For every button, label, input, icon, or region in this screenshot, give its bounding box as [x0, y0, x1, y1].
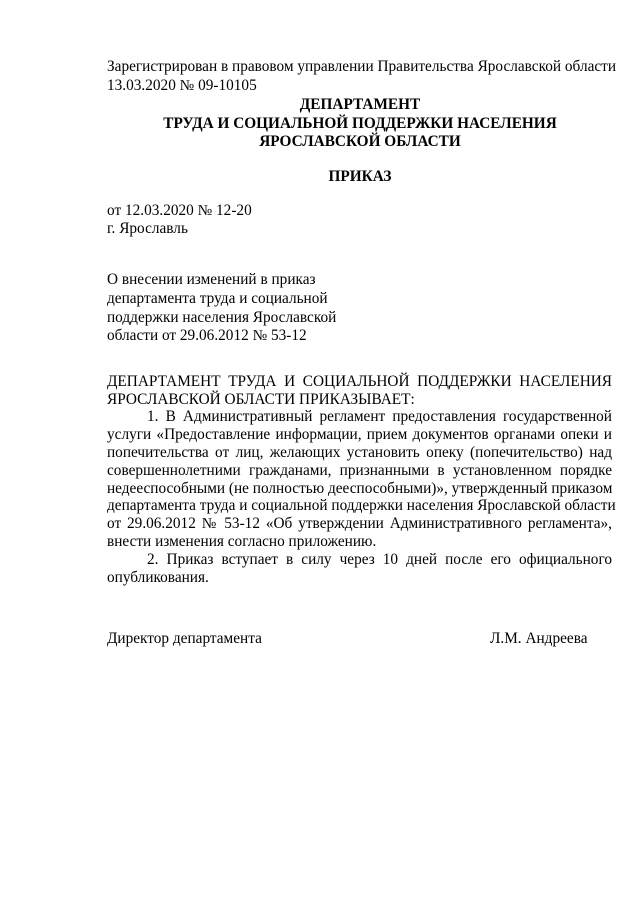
signature-position: Директор департамента	[107, 630, 262, 647]
registration-line-2: 13.03.2020 № 09-10105	[107, 77, 257, 94]
body-line: ДЕПАРТАМЕНТ ТРУДА И СОЦИАЛЬНОЙ ПОДДЕРЖКИ НАСЕЛЕНИЯ	[107, 373, 612, 390]
body-line: внести изменения согласно приложению.	[107, 533, 377, 550]
department-title-line-1: ДЕПАРТАМЕНТ	[299, 96, 421, 113]
body-line: недееспособными (не полностью дееспособными)», утвержденный приказом	[107, 480, 613, 497]
body-line: попечительства от лиц, желающих установить опеку (попечительство) над	[107, 444, 612, 461]
body-line: совершеннолетними гражданами, признанными в установленном порядке	[107, 462, 612, 479]
body-line: услуги «Предоставление информации, прием документов органами опеки и	[107, 426, 612, 443]
body-line: ЯРОСЛАВСКОЙ ОБЛАСТИ ПРИКАЗЫВАЕТ:	[107, 391, 415, 408]
order-date-number: от 12.03.2020 № 12-20	[107, 202, 252, 219]
signature-name: Л.М. Андреева	[490, 630, 588, 647]
subject-line: департамента труда и социальной	[107, 290, 328, 307]
body-line: опубликования.	[107, 569, 209, 586]
subject-line: поддержки населения Ярославской	[107, 309, 337, 326]
order-city: г. Ярославль	[107, 220, 188, 237]
document-type-title: ПРИКАЗ	[328, 168, 392, 185]
registration-line-1: Зарегистрирован в правовом управлении Правительства Ярославской области	[107, 58, 617, 75]
subject-line: области от 29.06.2012 № 53-12	[107, 327, 307, 344]
subject-line: О внесении изменений в приказ	[107, 271, 316, 288]
department-title-line-2: ТРУДА И СОЦИАЛЬНОЙ ПОДДЕРЖКИ НАСЕЛЕНИЯ	[163, 115, 557, 132]
body-line: от 29.06.2012 № 53-12 «Об утверждении Административного регламента»,	[107, 515, 612, 532]
body-line: департамента труда и социальной поддержки населения Ярославской области	[107, 497, 616, 514]
body-line: 2. Приказ вступает в силу через 10 дней после его официального	[147, 551, 612, 568]
department-title-line-3: ЯРОСЛАВСКОЙ ОБЛАСТИ	[259, 133, 461, 150]
body-line: 1. В Административный регламент предоставления государственной	[147, 408, 612, 425]
